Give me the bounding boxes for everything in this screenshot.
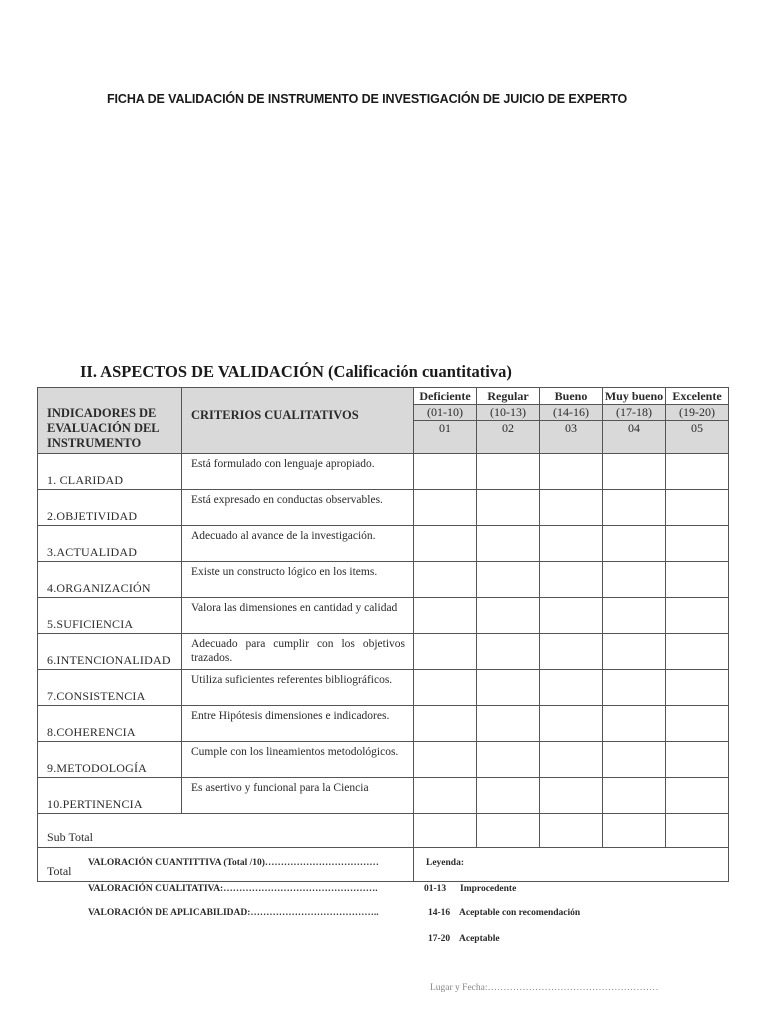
indicator-cell: 1. CLARIDAD — [38, 454, 182, 490]
scale-code-01: 01 — [414, 421, 477, 454]
criterion-cell: Adecuado para cumplir con los objetivos trazados. — [182, 634, 414, 670]
score-cell[interactable] — [477, 454, 540, 490]
indicator-cell: 6.INTENCIONALIDAD — [38, 634, 182, 670]
score-cell[interactable] — [666, 634, 729, 670]
validation-table — [37, 387, 729, 882]
criterion-cell: Existe un constructo lógico en los items. — [182, 562, 414, 598]
criterion-cell: Valora las dimensiones en cantidad y calidad — [182, 598, 414, 634]
score-cell[interactable] — [666, 670, 729, 706]
score-cell[interactable] — [414, 454, 477, 490]
qualitative-valuation: VALORACIÓN CUALITATIVA:…………………………………………. — [88, 884, 378, 894]
score-cell[interactable] — [477, 706, 540, 742]
criterion-cell: Está expresado en conductas observables. — [182, 490, 414, 526]
subtotal-cell[interactable] — [540, 814, 603, 848]
scale-name-excelente: Excelente — [666, 388, 729, 405]
subtotal-label: Sub Total — [38, 814, 414, 848]
score-cell[interactable] — [666, 562, 729, 598]
score-cell[interactable] — [540, 526, 603, 562]
indicator-cell: 4.ORGANIZACIÓN — [38, 562, 182, 598]
indicator-cell: 5.SUFICIENCIA — [38, 598, 182, 634]
table-row — [38, 778, 729, 814]
score-cell[interactable] — [477, 490, 540, 526]
score-cell[interactable] — [603, 490, 666, 526]
score-cell[interactable] — [540, 634, 603, 670]
legend-item — [428, 934, 500, 944]
score-cell[interactable] — [666, 490, 729, 526]
scale-code-03: 03 — [540, 421, 603, 454]
score-cell[interactable] — [414, 562, 477, 598]
scale-range-muy-bueno: (17-18) — [603, 405, 666, 421]
legend-code: 17-20 — [428, 934, 451, 944]
score-cell[interactable] — [540, 454, 603, 490]
criterion-cell: Utiliza suficientes referentes bibliográficos. — [182, 670, 414, 706]
score-cell[interactable] — [414, 598, 477, 634]
scale-range-excelente: (19-20) — [666, 405, 729, 421]
subtotal-cell[interactable] — [414, 814, 477, 848]
score-cell[interactable] — [666, 526, 729, 562]
subtotal-cell[interactable] — [477, 814, 540, 848]
scale-name-deficiente: Deficiente — [414, 388, 477, 405]
section-title-main: II. ASPECTOS DE VALIDACIÓN — [80, 362, 324, 381]
score-cell[interactable] — [414, 490, 477, 526]
scale-name-muy-bueno: Muy bueno — [603, 388, 666, 405]
indicator-cell: 10.PERTINENCIA — [38, 778, 182, 814]
score-cell[interactable] — [603, 742, 666, 778]
criterion-cell: Adecuado al avance de la investigación. — [182, 526, 414, 562]
indicator-cell: 7.CONSISTENCIA — [38, 670, 182, 706]
scale-range-regular: (10-13) — [477, 405, 540, 421]
indicator-cell: 2.OBJETIVIDAD — [38, 490, 182, 526]
score-cell[interactable] — [414, 778, 477, 814]
subtotal-row — [38, 814, 729, 848]
header-indicators: INDICADORES DE EVALUACIÓN DEL INSTRUMENTO — [38, 388, 182, 454]
score-cell[interactable] — [603, 562, 666, 598]
subtotal-cell[interactable] — [603, 814, 666, 848]
score-cell[interactable] — [603, 634, 666, 670]
applicability-valuation: VALORACIÓN DE APLICABILIDAD:………………………………….. — [88, 908, 379, 918]
legend-item — [424, 884, 516, 894]
score-cell[interactable] — [540, 670, 603, 706]
score-cell[interactable] — [540, 598, 603, 634]
scale-name-regular: Regular — [477, 388, 540, 405]
scale-range-deficiente: (01-10) — [414, 405, 477, 421]
score-cell[interactable] — [540, 778, 603, 814]
score-cell[interactable] — [477, 526, 540, 562]
scale-code-05: 05 — [666, 421, 729, 454]
criterion-cell: Es asertivo y funcional para la Ciencia — [182, 778, 414, 814]
scale-code-04: 04 — [603, 421, 666, 454]
total-label: Total — [38, 848, 414, 882]
scale-range-bueno: (14-16) — [540, 405, 603, 421]
score-cell[interactable] — [666, 778, 729, 814]
header-criteria: CRITERIOS CUALITATIVOS — [182, 388, 414, 454]
legend-label: Improcedente — [460, 884, 517, 894]
criterion-cell: Está formulado con lenguaje apropiado. — [182, 454, 414, 490]
score-cell[interactable] — [477, 598, 540, 634]
section-title — [80, 362, 720, 382]
table-row — [38, 490, 729, 526]
score-cell[interactable] — [477, 562, 540, 598]
table-row — [38, 706, 729, 742]
legend-label: Aceptable — [459, 934, 500, 944]
table-row — [38, 670, 729, 706]
legend-code: 01-13 — [424, 884, 447, 894]
legend-code: 14-16 — [428, 908, 451, 918]
score-cell[interactable] — [603, 598, 666, 634]
indicator-cell: 9.METODOLOGÍA — [38, 742, 182, 778]
score-cell[interactable] — [540, 562, 603, 598]
score-cell[interactable] — [414, 670, 477, 706]
indicator-cell: 3.ACTUALIDAD — [38, 526, 182, 562]
subtotal-cell[interactable] — [666, 814, 729, 848]
document-title: FICHA DE VALIDACIÓN DE INSTRUMENTO DE INVESTIGACIÓN DE JUICIO DE EXPERTO — [107, 92, 628, 106]
score-cell[interactable] — [603, 778, 666, 814]
score-cell[interactable] — [477, 670, 540, 706]
score-cell[interactable] — [603, 526, 666, 562]
criterion-cell: Entre Hipótesis dimensiones e indicadores. — [182, 706, 414, 742]
scale-name-bueno: Bueno — [540, 388, 603, 405]
score-cell[interactable] — [603, 670, 666, 706]
table-row — [38, 526, 729, 562]
table-row — [38, 634, 729, 670]
score-cell[interactable] — [540, 706, 603, 742]
score-cell[interactable] — [603, 706, 666, 742]
legend-title: Leyenda: — [426, 858, 464, 868]
score-cell[interactable] — [477, 634, 540, 670]
table-row — [38, 562, 729, 598]
score-cell[interactable] — [414, 706, 477, 742]
legend-item — [428, 908, 580, 918]
score-cell[interactable] — [477, 742, 540, 778]
quantitative-valuation: VALORACIÓN CUANTITTIVA (Total /10)……………………………… — [88, 858, 379, 868]
table-row — [38, 742, 729, 778]
score-cell[interactable] — [666, 598, 729, 634]
scale-code-02: 02 — [477, 421, 540, 454]
score-cell[interactable] — [603, 454, 666, 490]
table-row — [38, 598, 729, 634]
criterion-cell: Cumple con los lineamientos metodológicos. — [182, 742, 414, 778]
place-date-line: Lugar y Fecha:……………………………………………… — [430, 983, 659, 993]
score-cell[interactable] — [540, 490, 603, 526]
score-cell[interactable] — [414, 634, 477, 670]
score-cell[interactable] — [414, 742, 477, 778]
score-cell[interactable] — [540, 742, 603, 778]
table-row — [38, 454, 729, 490]
indicator-cell: 8.COHERENCIA — [38, 706, 182, 742]
score-cell[interactable] — [666, 742, 729, 778]
score-cell[interactable] — [666, 706, 729, 742]
score-cell[interactable] — [477, 778, 540, 814]
legend-label: Aceptable con recomendación — [459, 908, 581, 918]
scale-name-row — [38, 388, 729, 405]
section-title-qualifier: (Calificación cuantitativa) — [328, 362, 512, 381]
score-cell[interactable] — [666, 454, 729, 490]
score-cell[interactable] — [414, 526, 477, 562]
